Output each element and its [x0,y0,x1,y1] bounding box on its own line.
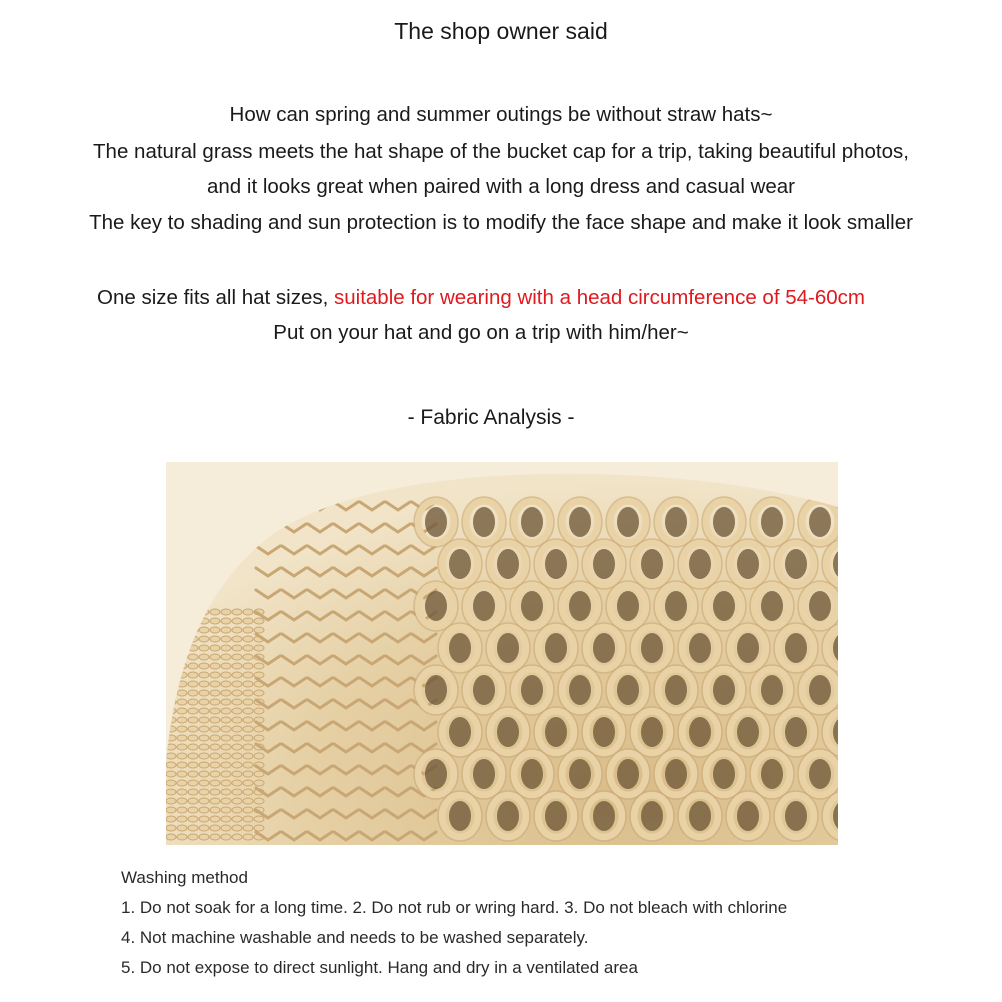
washing-item-1: 1. Do not soak for a long time. 2. Do not rub or wring hard. 3. Do not bleach with chlorine [121,898,788,917]
intro-line-2: The natural grass meets the hat shape of the bucket cap for a trip, taking beautiful photos, [93,140,909,163]
intro-line-4: The key to shading and sun protection is to modify the face shape and make it look smaller [89,211,913,234]
head-circumference-highlight: suitable for wearing with a head circumference of 54-60cm [333,286,865,309]
trip-line: Put on your hat and go on a trip with him/her~ [273,321,689,344]
washing-item-3: 5. Do not expose to direct sunlight. Hang and dry in a ventilated area [121,958,638,977]
washing-method-title: Washing method [121,868,248,887]
intro-line-1: How can spring and summer outings be without straw hats~ [229,103,773,126]
straw-fabric-photo [166,462,838,845]
size-prefix: One size fits all hat sizes, [97,286,334,309]
washing-item-2: 4. Not machine washable and needs to be washed separately. [121,928,589,947]
page-title: The shop owner said [394,18,608,44]
fabric-analysis-heading: - Fabric Analysis - [407,406,575,429]
size-info [97,286,865,310]
intro-line-3: and it looks great when paired with a long dress and casual wear [206,175,795,198]
